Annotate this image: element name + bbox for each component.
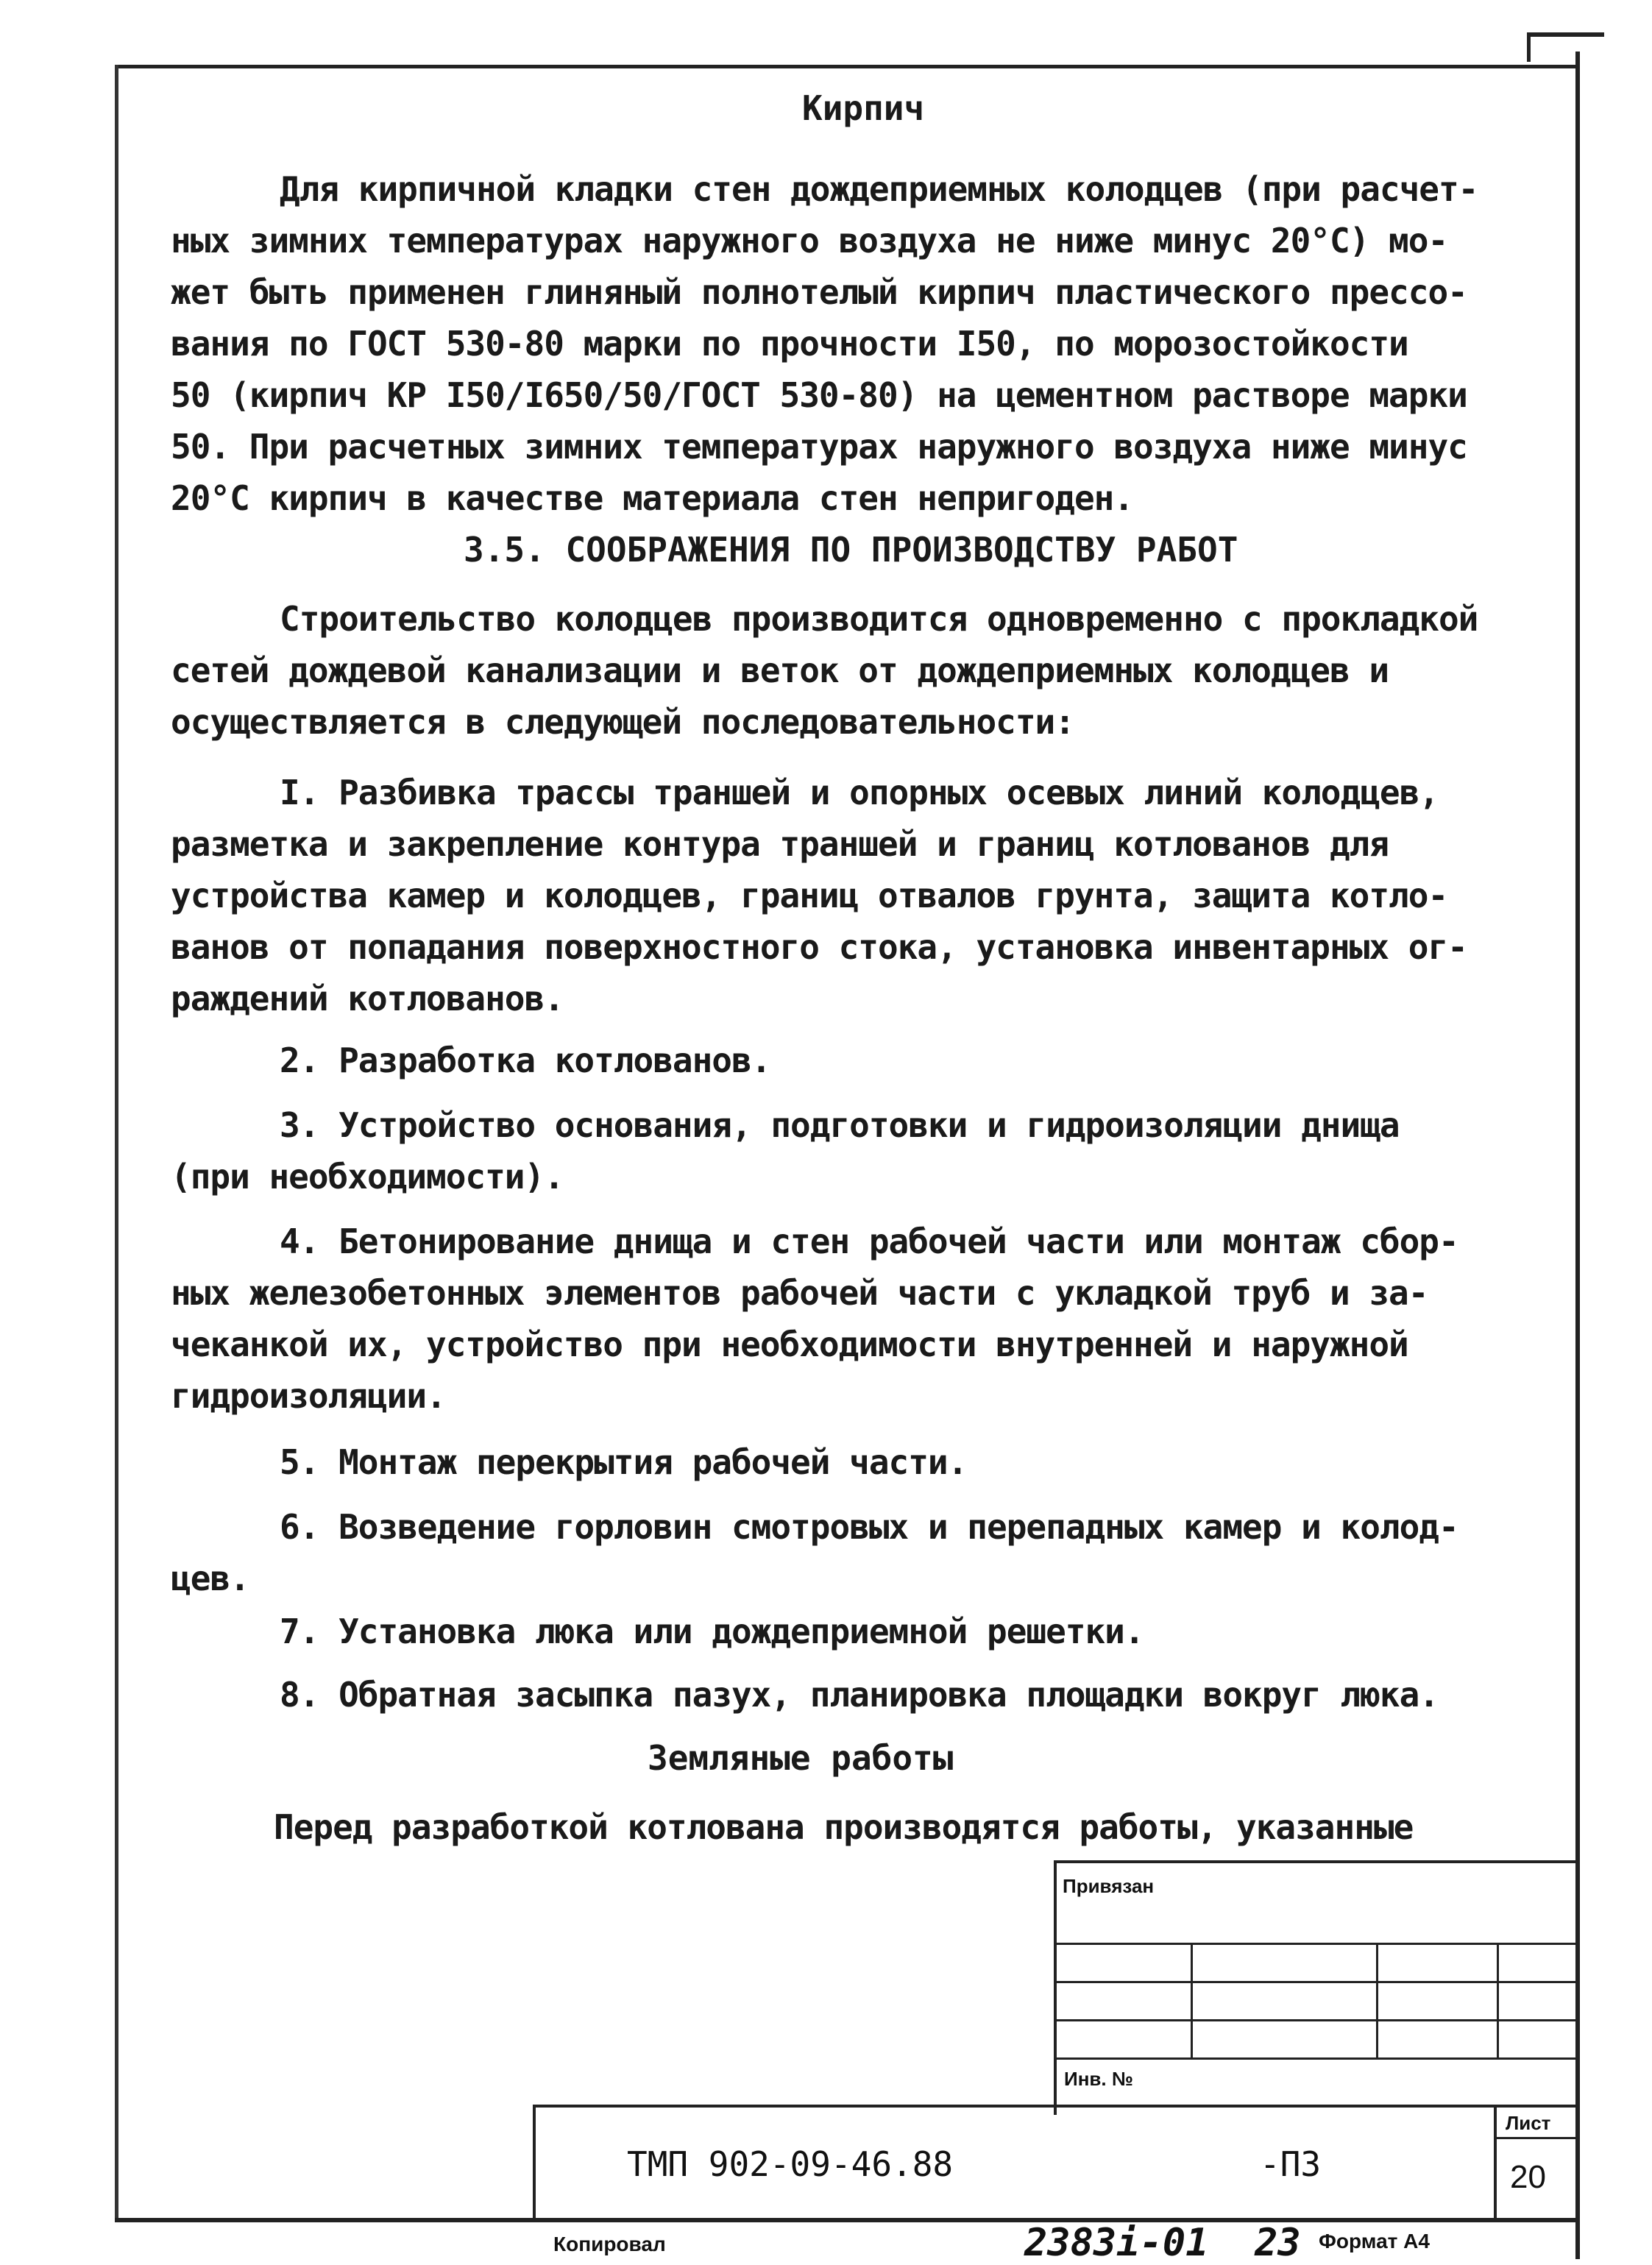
paragraph-line: ных зимних температурах наружного воздуха не ниже минус 20°С) мо-: [171, 221, 1448, 260]
frame-top-border: [115, 65, 1579, 68]
paragraph-line: 50. При расчетных зимних температурах наружного воздуха ниже минус: [171, 427, 1467, 467]
step-line: 7. Установка люка или дождеприемной решетки.: [280, 1612, 1144, 1651]
paragraph-line: Строительство колодцев производится одновременно с прокладкой: [280, 599, 1478, 639]
step-line: 3. Устройство основания, подготовки и гидроизоляции днища: [280, 1105, 1400, 1145]
paragraph-line: вания по ГОСТ 530-80 марки по прочности I50, по морозостойкости: [171, 324, 1408, 364]
paragraph-line: Для кирпичной кладки стен дождеприемных колодцев (при расчет-: [280, 169, 1478, 209]
inventory-number-label: Инв. №: [1064, 2068, 1133, 2090]
linked-label: Привязан: [1063, 1875, 1155, 1897]
paragraph-line: осуществляется в следующей последовательности:: [171, 702, 1074, 742]
section-brick-title: Кирпич: [802, 88, 925, 128]
copied-label: Копировал: [553, 2233, 666, 2255]
step-line: 5. Монтаж перекрытия рабочей части.: [280, 1442, 968, 1482]
step-line: гидроизоляции.: [171, 1376, 446, 1416]
frame-corner-tick: [1527, 32, 1531, 62]
sheet-label: Лист: [1506, 2112, 1551, 2134]
handwritten-number: 2383i-01 23: [1024, 2221, 1301, 2265]
step-line: I. Разбивка трассы траншей и опорных осевых линий колодцев,: [280, 773, 1439, 812]
frame-right-border: [1575, 52, 1580, 2259]
step-line: 4. Бетонирование днища и стен рабочей части или монтаж сбор-: [280, 1222, 1458, 1261]
step-line: ных железобетонных элементов рабочей части с укладкой труб и за-: [171, 1273, 1428, 1313]
sheet-number: 20: [1510, 2159, 1546, 2195]
step-line: ванов от попадания поверхностного стока, установка инвентарных ог-: [171, 927, 1467, 967]
frame-bottom-border: [115, 2218, 1579, 2222]
document-suffix: -ПЗ: [1260, 2144, 1322, 2184]
frame-corner-mark: [1531, 32, 1604, 37]
step-line: чеканкой их, устройство при необходимости внутренней и наружной: [171, 1325, 1408, 1364]
step-line: 2. Разработка котлованов.: [280, 1041, 771, 1080]
paragraph-line: жет быть применен глиняный полнотелый кирпич пластического прессо-: [171, 272, 1467, 312]
step-line: устройства камер и колодцев, границ отвалов грунта, защита котло-: [171, 876, 1448, 915]
format-label: Формат А4: [1319, 2230, 1430, 2252]
step-line: 8. Обратная засыпка пазух, планировка площадки вокруг люка.: [280, 1675, 1439, 1715]
frame-left-border: [115, 65, 118, 2221]
step-line: разметка и закрепление контура траншей и границ котлованов для: [171, 824, 1389, 864]
paragraph-line: 20°С кирпич в качестве материала стен непригоден.: [171, 478, 1134, 518]
section-earthworks-title: Земляные работы: [648, 1738, 954, 1778]
step-line: 6. Возведение горловин смотровых и перепадных камер и колод-: [280, 1507, 1458, 1547]
earthworks-paragraph-line: Перед разработкой котлована производятся работы, указанные: [274, 1807, 1414, 1847]
document-code: ТМП 902-09-46.88: [627, 2144, 954, 2184]
section-35-title: 3.5. СООБРАЖЕНИЯ ПО ПРОИЗВОДСТВУ РАБОТ: [464, 530, 1238, 570]
paragraph-line: 50 (кирпич КР I50/I650/50/ГОСТ 530-80) на цементном растворе марки: [171, 375, 1467, 415]
step-line: цев.: [171, 1559, 249, 1598]
paragraph-line: сетей дождевой канализации и веток от дождеприемных колодцев и: [171, 651, 1389, 690]
step-line: раждений котлованов.: [171, 979, 564, 1018]
step-line: (при необходимости).: [171, 1157, 564, 1197]
